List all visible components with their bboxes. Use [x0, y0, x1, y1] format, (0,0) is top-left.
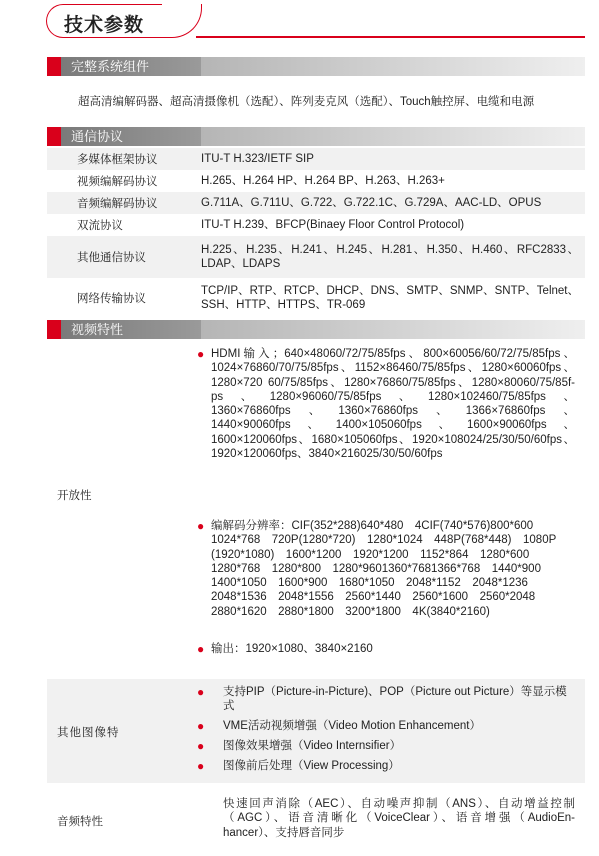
table-row	[47, 236, 585, 278]
bullet-icon: ●	[197, 685, 205, 699]
row-label: 视频编解码协议	[77, 176, 158, 188]
list-item-text: VME活动视频增强（Video Motion Enhancement）	[223, 720, 481, 732]
row-value: G.711A、G.711U、G.722、G.722.1C、G.729A、AAC-LD、OPUS	[201, 197, 542, 209]
section-header-video	[47, 320, 585, 339]
row-label: 其他图像特	[57, 727, 120, 739]
list-item-text: 输出：1920×1080、3840×2160	[211, 643, 373, 655]
audio-block	[47, 791, 585, 851]
page-title: 技术参数	[64, 15, 145, 36]
list-item-text: HDMI输入；640×48060/72/75/85fps、800×60056/60/72/75/85fps、1024×76860/70/75/85fps、1152×86460/75/85fps、1280×60060fps、1280×720 60/75/85fps、1280×76860/75/85fps、1280×80060/75/85f-ps、1280×96060/75/85fps、1280×102460/75/85fps、1360×76860fps、1360×76860fps、1366×76860fps、1440×90060fps、1400×105060fps、1600×90060fps、1600×120060fps、1680×105060fps、1920×108024/25/30/50/60fps、1920×120060fps、3840×216025/30/50/60fps	[211, 348, 575, 461]
list-item	[197, 347, 575, 507]
list-item-text: 编解码分辨率：CIF(352*288)640*480 4CIF(740*576)800*600 1024*768 720P(1280*720) 1280*1024 448P(768*448) 1080P (1920*1080) 1600*1200 1920*1200 1152*864 1280*600 1280*768 1280*800 1280*9601360*7681366*768 1440*900 1400*1050 1600*900 1680*1050 2048*1152 2048*1236 2048*1536 2048*1556 2560*1440 2560*1600 2560*2048 2880*1620 2880*1800 3200*1800 4K(3840*2160)	[211, 520, 568, 618]
table-row	[47, 148, 585, 170]
list-item-text: 图像前后处理（View Processing）	[223, 760, 400, 772]
bullet-icon: ●	[197, 719, 205, 733]
row-label: 多媒体框架协议	[77, 154, 158, 166]
table-row	[47, 278, 585, 318]
list-item	[197, 519, 575, 639]
list-item	[197, 719, 575, 735]
list-item-text: 支持PIP（Picture-in-Picture)、POP（Picture out Picture）等显示模式	[223, 686, 567, 713]
row-value: TCP/IP、RTP、RTCP、DHCP、DNS、SMTP、SNMP、SNTP、Telnet、SSH、HTTP、HTTPS、TR-069	[201, 285, 579, 311]
components-text: 超高清编解码器、超高清摄像机（选配）、阵列麦克风（选配）、Touch触控屏、电缆和电源	[78, 96, 535, 108]
table-row	[47, 170, 585, 192]
row-value: ITU-T H.239、BFCP(Binaey Floor Control Protocol)	[201, 219, 465, 231]
list-item	[197, 642, 575, 658]
page-title-banner	[46, 2, 599, 42]
table-row	[47, 192, 585, 214]
other-image-block	[47, 679, 585, 783]
list-item	[197, 759, 575, 775]
row-label: 其他通信协议	[77, 252, 146, 264]
row-value: H.225、H.235、H.241、H.245、H.281、H.350、H.460、RFC2833、LDAP、LDAPS	[201, 244, 579, 270]
section-title: 完整系统组件	[61, 57, 201, 76]
row-value: H.265、H.264 HP、H.264 BP、H.263、H.263+	[201, 175, 445, 187]
row-label: 双流协议	[77, 220, 123, 232]
row-label: 开放性	[57, 490, 92, 502]
bullet-icon: ●	[197, 642, 205, 656]
row-label: 音频特性	[57, 816, 103, 828]
bullet-icon: ●	[197, 347, 205, 361]
title-frame-curve	[142, 4, 202, 38]
list-item	[197, 685, 575, 715]
section-title: 视频特性	[61, 320, 201, 339]
section-header-components	[47, 57, 585, 76]
row-label: 网络传输协议	[77, 293, 146, 305]
section-title: 通信协议	[61, 127, 201, 146]
row-label: 音频编解码协议	[77, 198, 158, 210]
list-item-text: 图像效果增强（Video Internsifier）	[223, 740, 402, 752]
table-row	[47, 214, 585, 236]
bullet-icon: ●	[197, 759, 205, 773]
row-value: ITU-T H.323/IETF SIP	[201, 153, 314, 165]
section-header-protocols	[47, 127, 585, 146]
title-underline	[196, 36, 585, 38]
bullet-icon: ●	[197, 739, 205, 753]
list-item	[197, 739, 575, 755]
audio-text: 快速回声消除（AEC）、自动噪声抑制（ANS）、自动增益控制（AGC）、语音清晰化（VoiceClear）、语音增强（AudioEn-hancer）、支持唇音同步	[223, 798, 575, 839]
openness-block	[47, 341, 585, 671]
bullet-icon: ●	[197, 519, 205, 533]
